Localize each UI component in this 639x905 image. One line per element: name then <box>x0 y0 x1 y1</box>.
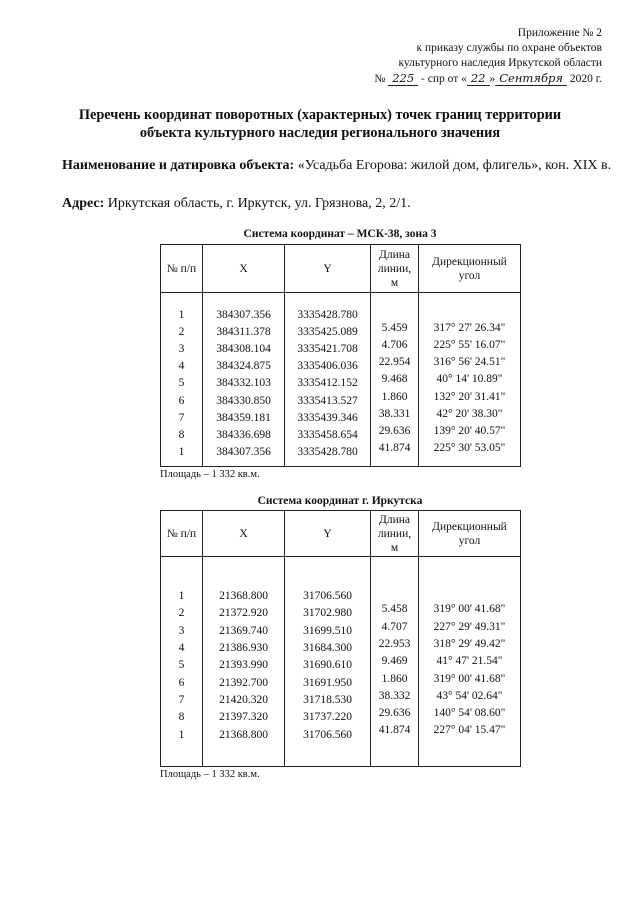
table-cell: 319° 00' 41.68" <box>433 672 506 685</box>
table-cell: 4.707 <box>381 620 408 633</box>
table-cell: 22.953 <box>378 637 411 650</box>
table1-coordinates <box>160 244 521 467</box>
table-cell: 31737.220 <box>303 711 352 724</box>
table-cell: 1.860 <box>381 672 408 685</box>
table-cell: 1 <box>178 446 185 459</box>
object-name-value: «Усадьба Егорова: жилой дом, флигель», кон. XIX в. <box>297 158 612 173</box>
table-cell: 31702.980 <box>303 607 352 620</box>
table-cell: 3 <box>178 624 185 637</box>
table-cell: 21392.700 <box>219 676 268 689</box>
table1-header-x: X <box>203 245 285 293</box>
table-cell: 22.954 <box>378 356 411 369</box>
table1-header-length-l3: м <box>390 276 399 289</box>
table1-caption: Система координат – МСК-38, зона 3 <box>243 228 437 240</box>
object-name-paragraph <box>62 156 612 175</box>
table-cell: 3335439.346 <box>297 411 358 424</box>
table2-length-column <box>371 557 419 767</box>
table-cell: 227° 04' 15.47" <box>433 724 506 737</box>
table-cell: 31718.530 <box>303 693 352 706</box>
table1-num-column <box>161 293 203 467</box>
table2-header-length-l1: Длина <box>379 513 410 526</box>
table-cell: 3335428.780 <box>297 446 358 459</box>
table-cell: 384330.850 <box>216 394 271 407</box>
table-cell: 42° 20' 38.30" <box>436 407 503 420</box>
table2-x-column <box>203 557 285 767</box>
table-cell: 31706.560 <box>303 728 352 741</box>
table-cell: 38.332 <box>378 689 411 702</box>
table-cell: 5.458 <box>381 603 408 616</box>
table-cell: 384307.356 <box>216 308 271 321</box>
table-cell: 5 <box>178 377 185 390</box>
table-cell: 3335458.654 <box>297 429 358 441</box>
table2-header-num: № п/п <box>161 511 203 557</box>
table-cell: 8 <box>178 429 185 441</box>
table2-num-column <box>161 557 203 767</box>
table2-caption: Система координат г. Иркутска <box>257 495 423 507</box>
table2-header-x: X <box>203 511 285 557</box>
table-cell: 1 <box>178 728 185 741</box>
table1-area: Площадь – 1 332 кв.м. <box>160 469 260 480</box>
table-cell: 384324.875 <box>216 360 271 373</box>
table-cell: 4 <box>178 642 185 655</box>
table-cell: 1 <box>178 308 185 321</box>
table2-header-angle-l1: Дирекционный <box>432 520 507 533</box>
table-cell: 6 <box>178 676 185 689</box>
appendix-header <box>374 26 602 87</box>
table-cell: 38.331 <box>378 407 411 420</box>
table-cell: 3335425.089 <box>297 325 358 338</box>
table1-header-angle-l2: угол <box>458 269 481 282</box>
table-cell: 21397.320 <box>219 711 268 724</box>
table2-y-column <box>285 557 371 767</box>
appendix-authority-line: культурного наследия Иркутской области <box>398 57 602 69</box>
table2-body-row <box>161 557 521 767</box>
table-cell: 31684.300 <box>303 642 352 655</box>
table-cell: 21393.990 <box>219 659 268 672</box>
table-cell: 2 <box>178 607 185 620</box>
table1-header-num: № п/п <box>161 245 203 293</box>
table-cell: 319° 00' 41.68" <box>433 603 506 616</box>
table2-coordinates <box>160 510 521 767</box>
table-cell: 384307.356 <box>216 446 271 459</box>
table2-angle-column <box>419 557 521 767</box>
table-cell: 7 <box>178 411 185 424</box>
table-cell: 40° 14' 10.89" <box>436 373 503 386</box>
table-cell: 41° 47' 21.54" <box>436 655 503 668</box>
table-cell: 21372.920 <box>219 607 268 620</box>
table1-y-column <box>285 293 371 467</box>
table1-length-column <box>371 293 419 467</box>
table-cell: 41.874 <box>378 724 411 737</box>
table2-header-length-l2: линии, <box>377 527 412 540</box>
table2-area: Площадь – 1 332 кв.м. <box>160 769 260 780</box>
table-cell: 3335406.036 <box>297 360 358 373</box>
table-cell: 2 <box>178 325 185 338</box>
table-cell: 139° 20' 40.57" <box>433 424 506 437</box>
table-cell: 29.636 <box>378 707 411 720</box>
table-cell: 384311.378 <box>216 325 271 338</box>
table-cell: 318° 29' 49.42" <box>433 637 506 650</box>
appendix-number-date-line <box>374 71 602 87</box>
object-address-value: Иркутская область, г. Иркутск, ул. Грязнова, 2, 2/1. <box>107 196 411 211</box>
table1-header-angle <box>419 245 521 293</box>
table1-header-y: Y <box>285 245 371 293</box>
table-cell: 31699.510 <box>303 624 352 637</box>
table-cell: 317° 27' 26.34" <box>433 321 506 334</box>
table-cell: 3335428.780 <box>297 308 358 321</box>
table1-header-length-l2: линии, <box>377 262 412 275</box>
document-title-line-2: объекта культурного наследия регионального значения <box>139 125 501 141</box>
document-title-line-1: Перечень координат поворотных (характерных) точек границ территории <box>78 107 562 123</box>
table-cell: 5.459 <box>381 321 408 334</box>
table2-header-y: Y <box>285 511 371 557</box>
table-cell: 6 <box>178 394 185 407</box>
table-cell: 384359.181 <box>216 411 271 424</box>
table-cell: 21368.800 <box>219 728 268 741</box>
table-cell: 5 <box>178 659 185 672</box>
table1-header-length <box>371 245 419 293</box>
table-cell: 1 <box>178 590 185 603</box>
table1-body-row <box>161 293 521 467</box>
appendix-order-number: 225 <box>388 71 418 86</box>
table2-header-angle-l2: угол <box>458 534 481 547</box>
table2-header-row <box>161 511 521 557</box>
table-cell: 3335413.527 <box>297 394 358 407</box>
table2-header-length-l3: м <box>390 541 399 554</box>
appendix-day: 22 <box>467 71 490 86</box>
table1-header-angle-l1: Дирекционный <box>432 255 507 268</box>
table-cell: 384308.104 <box>216 342 271 355</box>
table-cell: 3335421.708 <box>297 342 358 355</box>
table-cell: 8 <box>178 711 185 724</box>
table-cell: 1.860 <box>381 390 408 403</box>
object-name-label: Наименование и датировка объекта: <box>62 158 295 173</box>
table1-angle-column <box>419 293 521 467</box>
table-cell: 21420.320 <box>219 693 268 706</box>
table-cell: 3335412.152 <box>297 377 358 390</box>
table-cell: 31690.610 <box>303 659 352 672</box>
object-address-label: Адрес: <box>62 196 105 211</box>
appendix-order-line: к приказу службы по охране объектов <box>416 42 602 54</box>
table-cell: 43° 54' 02.64" <box>436 689 503 702</box>
object-address <box>62 194 411 213</box>
document-title <box>40 106 600 142</box>
table-cell: 3 <box>178 342 185 355</box>
appendix-year: 2020 г. <box>569 73 602 85</box>
appendix-day-close: » <box>489 73 496 85</box>
appendix-title: Приложение № 2 <box>517 27 602 39</box>
table-cell: 9.469 <box>381 655 408 668</box>
table-cell: 132° 20' 31.41" <box>433 390 506 403</box>
table2-header-length <box>371 511 419 557</box>
table-cell: 21386.930 <box>219 642 268 655</box>
appendix-month: Сентября <box>495 71 567 86</box>
table-cell: 31691.950 <box>303 676 352 689</box>
table-cell: 140° 54' 08.60" <box>433 707 506 720</box>
table-cell: 4 <box>178 360 185 373</box>
table-cell: 21368.800 <box>219 590 268 603</box>
table-cell: 225° 30' 53.05" <box>433 442 506 455</box>
appendix-number-prefix: № <box>374 73 386 85</box>
table-cell: 31706.560 <box>303 590 352 603</box>
table-cell: 316° 56' 24.51" <box>433 356 506 369</box>
table2-header-angle <box>419 511 521 557</box>
table-cell: 225° 55' 16.07" <box>433 338 506 351</box>
table-cell: 9.468 <box>381 373 408 386</box>
table-cell: 4.706 <box>381 338 408 351</box>
table-cell: 21369.740 <box>219 624 268 637</box>
table-cell: 41.874 <box>378 442 411 455</box>
table1-x-column <box>203 293 285 467</box>
table-cell: 384332.103 <box>216 377 271 390</box>
table-cell: 29.636 <box>378 424 411 437</box>
table-cell: 384336.698 <box>216 429 271 441</box>
table1-header-length-l1: Длина <box>379 248 410 261</box>
table-cell: 7 <box>178 693 185 706</box>
table1-header-row <box>161 245 521 293</box>
appendix-date-middle: - спр от « <box>421 73 467 85</box>
table-cell: 227° 29' 49.31" <box>433 620 506 633</box>
